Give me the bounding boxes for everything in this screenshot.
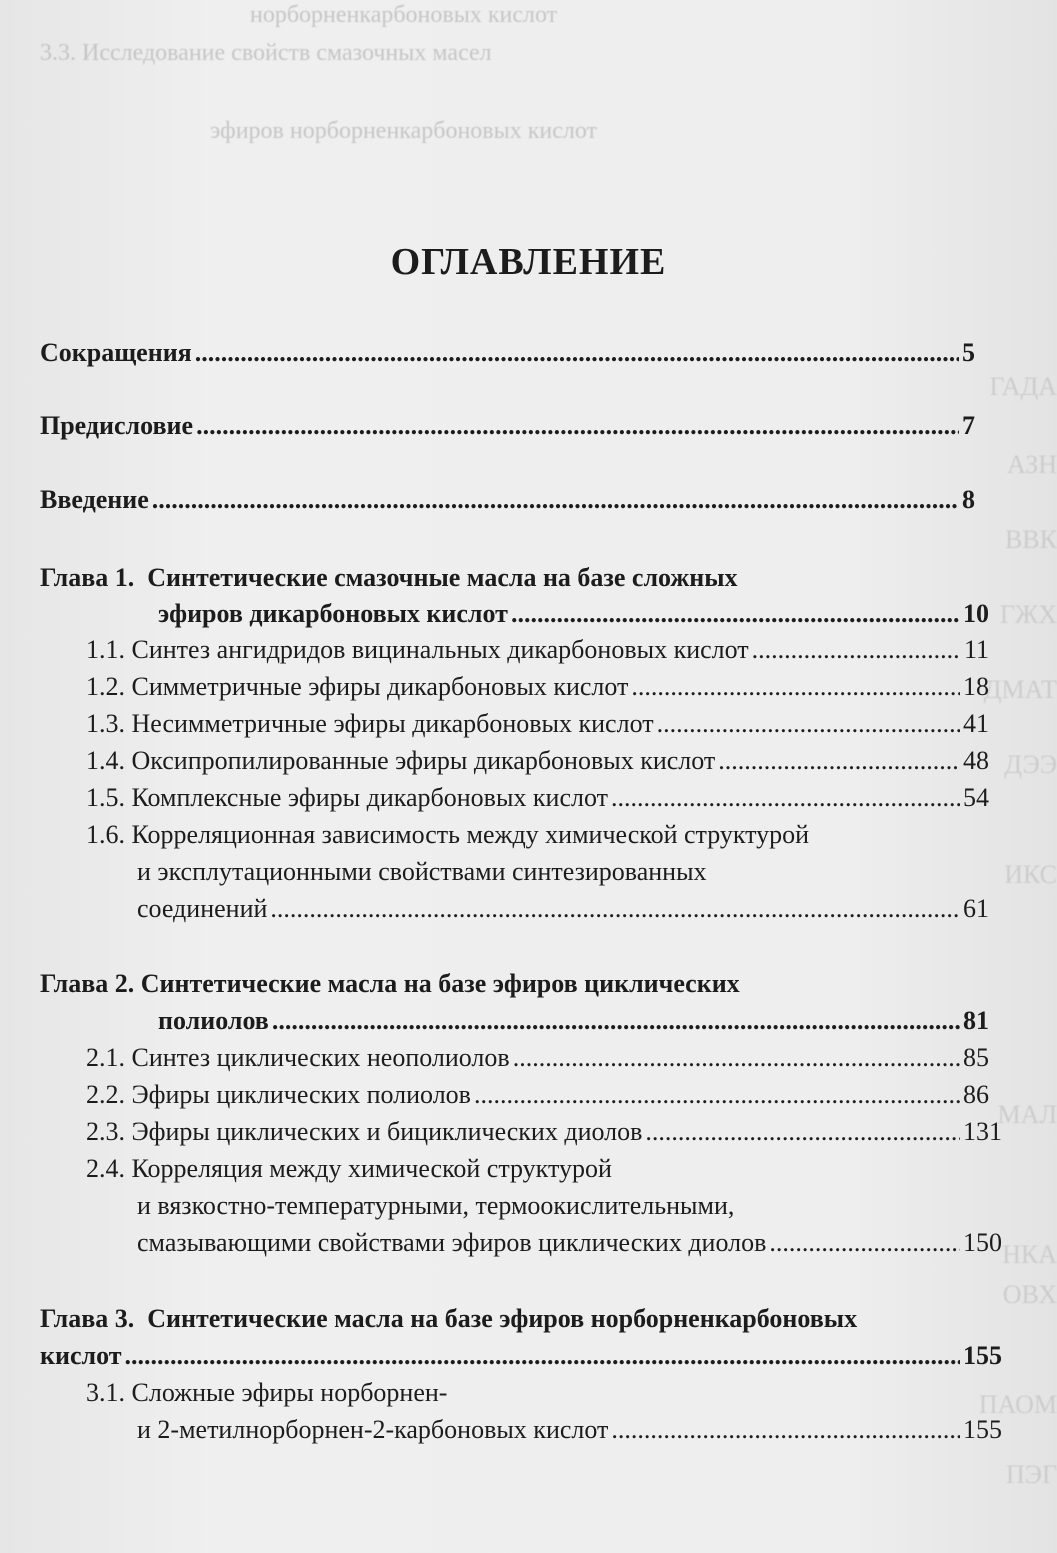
toc-leader-dots xyxy=(645,1115,960,1149)
section-title: Оксипропилированные эфиры дикарбоновых кислот xyxy=(131,746,716,775)
toc-page-number: 48 xyxy=(963,746,989,775)
toc-leader-dots xyxy=(718,744,960,778)
toc-chapter-3-line1[interactable] xyxy=(40,1302,857,1336)
section-title-cont: соединений xyxy=(137,894,268,923)
toc-page-number: 11 xyxy=(963,635,989,664)
toc-entry-title: Сокращения xyxy=(40,338,192,367)
toc-leader-dots xyxy=(474,1078,960,1112)
toc-leader-dots xyxy=(611,781,960,815)
section-title: Симметричные эфиры дикарбоновых кислот xyxy=(131,672,629,701)
toc-section-1-2[interactable] xyxy=(86,670,989,704)
toc-page-number: 61 xyxy=(963,894,989,923)
bleed-abbr: ПАОМ xyxy=(978,1390,1057,1419)
toc-chapter-1-line2[interactable] xyxy=(158,597,989,631)
bleed-abbr: ИКС xyxy=(1004,860,1057,889)
toc-leader-dots xyxy=(511,597,960,631)
toc-page-number: 54 xyxy=(963,783,989,812)
toc-page-number: 10 xyxy=(963,599,989,628)
chapter-title-cont: кислот xyxy=(40,1341,122,1370)
section-number: 2.2. xyxy=(86,1080,125,1109)
section-title: Комплексные эфиры дикарбоновых кислот xyxy=(131,783,609,812)
toc-section-2-4-line2: и вязкостно-температурными, термоокислительными, xyxy=(137,1191,735,1220)
toc-leader-dots xyxy=(196,409,959,443)
toc-entry-abbreviations[interactable] xyxy=(40,336,975,370)
bleed-line: 3.3. Исследование свойств смазочных масел xyxy=(40,40,492,66)
chapter-title-cont: эфиров дикарбоновых кислот xyxy=(158,599,508,628)
section-title: Эфиры циклических полиолов xyxy=(131,1080,471,1109)
bleed-abbr: ОВХ xyxy=(1002,1280,1057,1309)
toc-page-number: 86 xyxy=(963,1080,989,1109)
toc-leader-dots xyxy=(513,1041,960,1075)
toc-section-3-1-line2[interactable] xyxy=(137,1413,1002,1447)
toc-chapter-2-line2[interactable] xyxy=(158,1004,989,1038)
toc-section-2-4-line1[interactable] xyxy=(86,1152,612,1186)
toc-leader-dots xyxy=(195,336,959,370)
bleed-abbr: МАЛ xyxy=(997,1100,1057,1129)
toc-page-number: 150 xyxy=(963,1228,1002,1257)
toc-leader-dots xyxy=(270,892,960,926)
toc-leader-dots xyxy=(657,707,960,741)
section-number: 1.5. xyxy=(86,783,125,812)
toc-leader-dots xyxy=(752,633,961,667)
section-number: 3.1. xyxy=(86,1378,125,1407)
section-number: 2.4. xyxy=(86,1154,125,1183)
toc-entry-title: Предисловие xyxy=(40,411,194,440)
section-number: 1.6. xyxy=(86,820,125,849)
toc-leader-dots xyxy=(769,1226,960,1260)
section-title-cont: смазывающими свойствами эфиров циклических диолов xyxy=(137,1228,767,1257)
toc-leader-dots xyxy=(152,483,959,517)
toc-chapter-3-line2[interactable] xyxy=(40,1339,1002,1373)
chapter-label: Глава 3. xyxy=(40,1304,135,1333)
bleed-abbr: ГЖХ xyxy=(999,600,1057,629)
toc-section-1-4[interactable] xyxy=(86,744,989,778)
chapter-label: Глава 2. xyxy=(40,969,135,998)
toc-section-1-3[interactable] xyxy=(86,707,989,741)
chapter-title: Синтетические масла на базе эфиров норборненкарбоновых xyxy=(147,1304,858,1333)
bleed-abbr: ГАДА xyxy=(989,372,1057,401)
bleed-abbr: ДМАТ xyxy=(983,675,1057,704)
toc-leader-dots xyxy=(611,1413,960,1447)
bleed-abbr: ДЭЭ xyxy=(1004,750,1057,779)
chapter-title: Синтетические масла на базе эфиров циклических xyxy=(140,969,740,998)
chapter-title: Синтетические смазочные масла на базе сложных xyxy=(147,563,738,592)
section-number: 2.1. xyxy=(86,1043,125,1072)
section-number: 1.4. xyxy=(86,746,125,775)
toc-leader-dots xyxy=(272,1004,960,1038)
toc-page-number: 155 xyxy=(963,1341,1002,1370)
toc-leader-dots xyxy=(631,670,960,704)
toc-page-number: 81 xyxy=(963,1006,989,1035)
bleed-line: эфиров норборненкарбоновых кислот xyxy=(210,118,598,144)
toc-section-2-2[interactable] xyxy=(86,1078,989,1112)
toc-section-2-3[interactable] xyxy=(86,1115,1002,1149)
page-title: ОГЛАВЛЕНИЕ xyxy=(390,241,667,283)
toc-section-1-6-line1[interactable] xyxy=(86,818,809,852)
section-number: 1.1. xyxy=(86,635,125,664)
toc-page-number: 85 xyxy=(963,1043,989,1072)
bleed-line: норборненкарбоновых кислот xyxy=(250,2,558,28)
toc-page-number: 41 xyxy=(963,709,989,738)
section-title: Эфиры циклических и бициклических диолов xyxy=(131,1117,643,1146)
section-title: Несимметричные эфиры дикарбоновых кислот xyxy=(131,709,654,738)
toc-page-number: 155 xyxy=(963,1415,1002,1444)
toc-page-number: 131 xyxy=(963,1117,1002,1146)
toc-page-number: 8 xyxy=(962,485,975,514)
toc-chapter-1-line1[interactable] xyxy=(40,561,738,595)
section-title: Корреляционная зависимость между химической структурой xyxy=(131,820,810,849)
chapter-label: Глава 1. xyxy=(40,563,135,592)
bleed-abbr: ПЭГ xyxy=(1006,1460,1057,1489)
toc-section-2-1[interactable] xyxy=(86,1041,989,1075)
toc-section-1-6-line2: и эксплутационными свойствами синтезированных xyxy=(137,857,707,886)
section-number: 1.3. xyxy=(86,709,125,738)
chapter-title-cont: полиолов xyxy=(158,1006,269,1035)
section-title: Корреляция между химической структурой xyxy=(131,1154,612,1183)
toc-page-number: 7 xyxy=(962,411,975,440)
toc-section-1-1[interactable] xyxy=(86,633,989,667)
toc-entry-title: Введение xyxy=(40,485,149,514)
section-title-cont: и 2-метилнорборнен-2-карбоновых кислот xyxy=(137,1415,609,1444)
bleed-abbr: НКА xyxy=(1002,1240,1057,1269)
toc-section-1-5[interactable] xyxy=(86,781,989,815)
section-number: 1.2. xyxy=(86,672,125,701)
bleed-abbr: ВВК xyxy=(1004,525,1057,554)
section-number: 2.3. xyxy=(86,1117,125,1146)
section-title: Сложные эфиры норборнен- xyxy=(131,1378,448,1407)
toc-section-1-6-line3[interactable] xyxy=(137,892,989,926)
toc-leader-dots xyxy=(125,1339,960,1373)
section-title: Синтез циклических неополиолов xyxy=(131,1043,510,1072)
bleed-abbr: АЗН xyxy=(1007,450,1057,479)
toc-entry-preface[interactable] xyxy=(40,409,975,443)
toc-section-2-4-line3[interactable] xyxy=(137,1226,1002,1260)
toc-section-3-1-line1[interactable] xyxy=(86,1376,447,1410)
toc-chapter-2-line1[interactable] xyxy=(40,967,740,1001)
toc-page-number: 18 xyxy=(963,672,989,701)
section-title: Синтез ангидридов вицинальных дикарбоновых кислот xyxy=(131,635,749,664)
toc-page-number: 5 xyxy=(962,338,975,367)
toc-entry-introduction[interactable] xyxy=(40,483,975,517)
